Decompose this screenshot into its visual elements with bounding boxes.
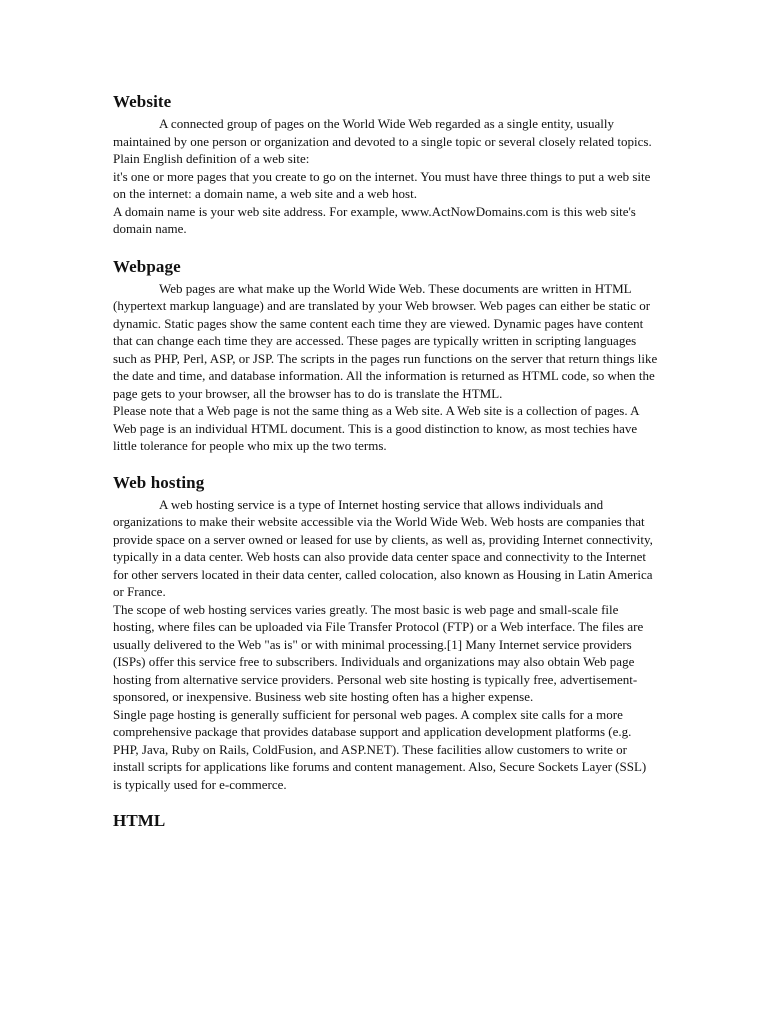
section-web-hosting [113, 473, 658, 794]
section-heading: Webpage [113, 256, 181, 276]
paragraph: A web hosting service is a type of Internet hosting service that allows individuals and organizations to make their website accessible via the World Wide Web. Web hosts are companies that provide space on a server owned or leased for use by clients, as well as, providing Internet connectivity, typically in a data center. Web hosts can also provide data center space and connectivity to the Internet for other servers located in their data center, called colocation, also known as Housing in Latin America or France. [113, 496, 653, 599]
section-heading: Web hosting [113, 472, 205, 492]
section-webpage [113, 257, 658, 455]
paragraph: it's one or more pages that you create to go on the internet. You must have three things to put a web site on the internet: a domain name, a web site and a web host. [113, 168, 651, 201]
paragraph: Web pages are what make up the World Wide Web. These documents are written in HTML (hypertext markup language) and are translated by your Web browser. Web pages can either be static or dynamic. Static pages show the same content each time they are viewed. Dynamic pages have content that can change each time they are accessed. These pages are typically written in scripting languages such as PHP, Perl, ASP, or JSP. The scripts in the pages run functions on the server that return things like the date and time, and database information. All the information is returned as HTML code, so when the page gets to your browser, all the browser has to do is translate the HTML. [113, 280, 658, 401]
section-website [113, 92, 658, 238]
section-heading: HTML [113, 811, 166, 830]
paragraph: Single page hosting is generally sufficient for personal web pages. A complex site calls for a more comprehensive package that provides database support and application development platforms (e.g. PHP, Java, Ruby on Rails, ColdFusion, and ASP.NET). These facilities allow customers to write or install scripts for applications like forums and content management. Also, Secure Sockets Layer (SSL) is typically used for e-commerce. [113, 706, 647, 792]
section-spacer [113, 455, 658, 473]
paragraph: The scope of web hosting services varies greatly. The most basic is web page and small-scale file hosting, where files can be uploaded via File Transfer Protocol (FTP) or a Web interface. The files are usually delivered to the Web "as is" or with minimal processing.[1] Many Internet service providers (ISPs) offer this service free to subscribers. Individuals and organizations may also obtain Web page hosting from alternative service providers. Personal web site hosting is typically free, advertisement-sponsored, or inexpensive. Business web site hosting often has a higher expense. [113, 601, 644, 704]
document-page [113, 92, 658, 834]
section-spacer [113, 793, 658, 811]
paragraph: Plain English definition of a web site: [113, 151, 310, 166]
section-html [113, 811, 658, 831]
paragraph: Please note that a Web page is not the same thing as a Web site. A Web site is a collection of pages. A Web page is an individual HTML document. This is a good distinction to know, as most techies have little tolerance for people who mix up the two terms. [113, 403, 639, 453]
section-spacer [113, 238, 658, 257]
section-heading: Website [113, 92, 172, 111]
paragraph: A domain name is your web site address. For example, www.ActNowDomains.com is this web site's domain name. [113, 203, 636, 236]
paragraph: A connected group of pages on the World Wide Web regarded as a single entity, usually maintained by one person or organization and devoted to a single topic or several closely related topics. [113, 116, 652, 149]
